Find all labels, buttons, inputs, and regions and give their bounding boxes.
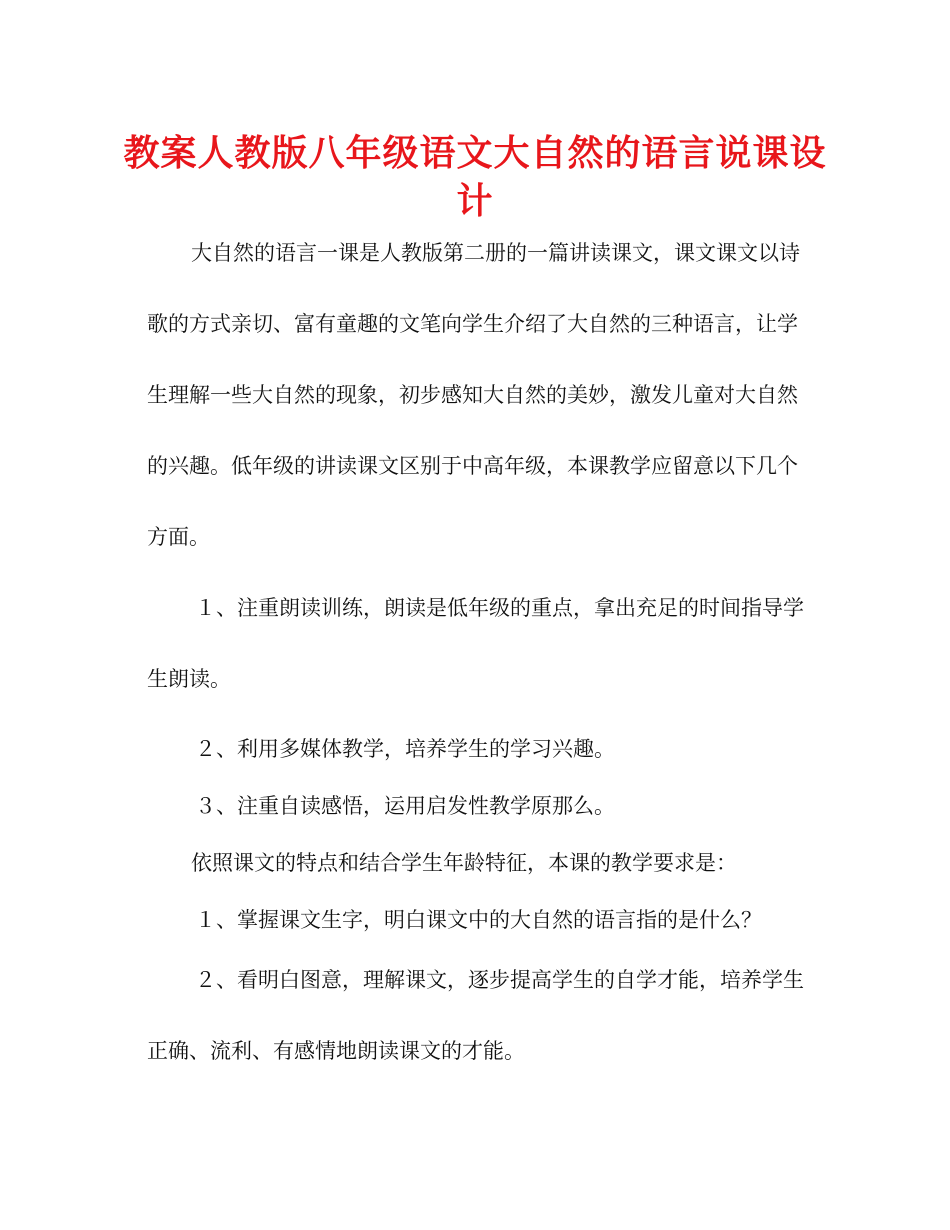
requirement-item-1: １、掌握课文生字，明白课文中的大自然的语言指的是什么？ — [195, 908, 762, 932]
list-item-1: １、注重朗读训练，朗读是低年级的重点，拿出充足的时间指导学生朗读。 — [147, 596, 804, 691]
intro-paragraph: 大自然的语言一课是人教版第二册的一篇讲读课文，课文课文以诗歌的方式亲切、富有童趣的文笔向学生介绍了大自然的三种语言，让学生理解一些大自然的现象，初步感知大自然的美妙，激发儿童对大自然的兴趣。低年级的讲读课文区别于中高年级，本课教学应留意以下几个方面。 — [147, 241, 800, 549]
requirements-intro: 依照课文的特点和结合学生年龄特征，本课的教学要求是： — [191, 851, 737, 875]
list-item-3: ３、注重自读感悟，运用启发性教学原那么。 — [195, 794, 615, 818]
requirement-item-2: ２、看明白图意，理解课文，逐步提高学生的自学才能，培养学生正确、流利、有感情地朗读课文的才能。 — [147, 968, 804, 1063]
list-item-2: ２、利用多媒体教学，培养学生的学习兴趣。 — [195, 737, 615, 761]
document-title: 教案人教版八年级语文大自然的语言说课设计 — [123, 133, 827, 222]
document-body — [147, 230, 807, 1087]
